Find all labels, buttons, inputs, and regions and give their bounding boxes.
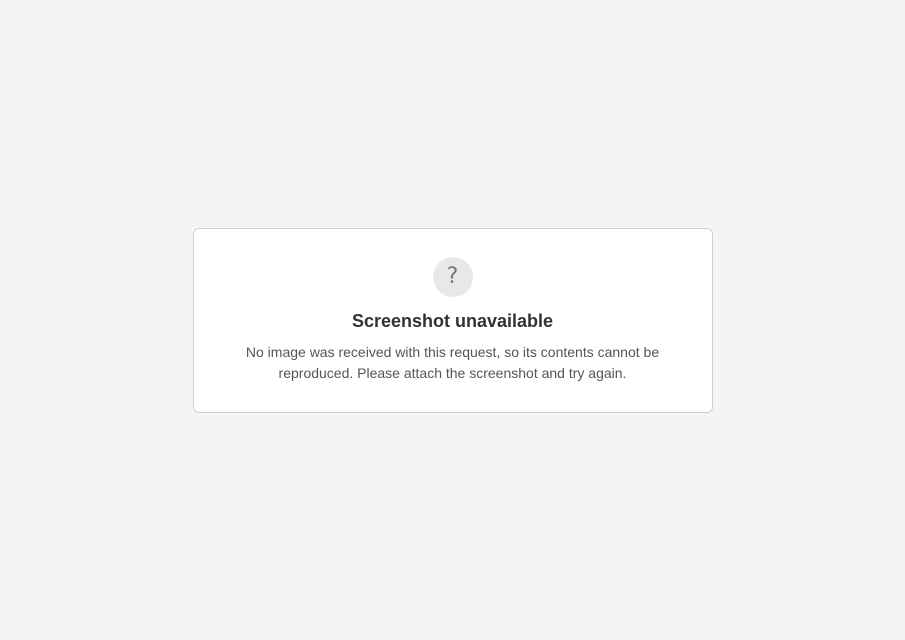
notice-panel xyxy=(193,228,713,413)
image-unavailable-icon: ? xyxy=(433,257,473,297)
notice-body: No image was received with this request, so its contents cannot be reproduced. Please attach the screenshot and try again. xyxy=(245,343,660,381)
notice-title: Screenshot unavailable xyxy=(351,310,554,331)
